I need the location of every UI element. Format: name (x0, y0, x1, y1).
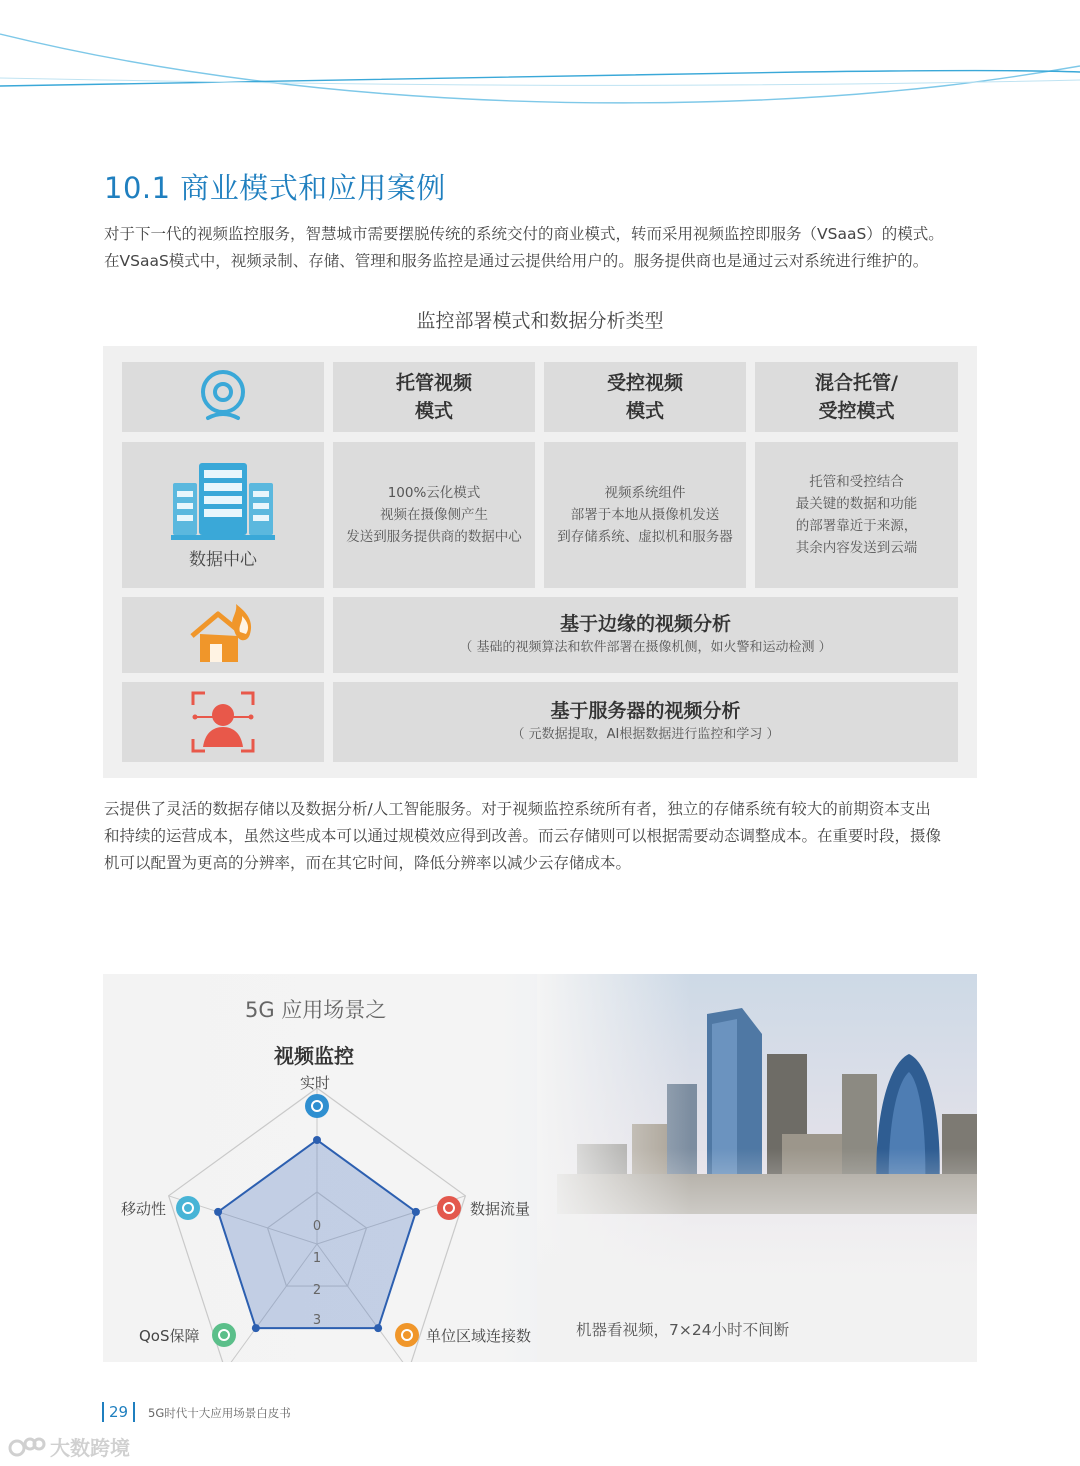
radar-point-1 (313, 1136, 321, 1144)
edge-analytics-cell (333, 597, 958, 673)
edge-analytics-subtitle: （ 基础的视频算法和软件部署在摄像机侧，如火警和运动检测 ） (459, 640, 832, 655)
list-icon (212, 1323, 236, 1347)
hosted-desc-line3: 发送到服务提供商的数据中心 (346, 529, 522, 545)
radar-point-4 (252, 1324, 260, 1332)
intro-paragraph (104, 221, 984, 275)
top-wave-decoration (0, 0, 1080, 120)
header-managed (544, 362, 746, 432)
hosted-description (333, 442, 535, 588)
server-analytics-title: 基于服务器的视频分析 (550, 700, 741, 722)
hosted-desc-line2: 视频在摄像侧产生 (380, 507, 488, 523)
managed-desc-line3: 到存储系统、虚拟机和服务器 (557, 529, 733, 545)
intro-line-2: 在VSaaS模式中，视频录制、存储、管理和服务监控是通过云提供给用户的。服务提供商也是通过云对系统进行维护的。 (104, 252, 929, 270)
managed-description (544, 442, 746, 588)
hybrid-desc-line1: 托管和受控结合 (809, 474, 904, 490)
move-icon (176, 1196, 200, 1220)
card-caption: 机器看视频，7×24小时不间断 (576, 1321, 790, 1339)
scenario-card (103, 974, 977, 1362)
camera-icon-cell (122, 362, 324, 432)
datacenter-label: 数据中心 (189, 549, 257, 570)
radar-chart (103, 974, 977, 1362)
network-icon (395, 1323, 419, 1347)
hybrid-description (755, 442, 958, 588)
header-hosted-line1: 托管视频 (395, 372, 472, 394)
section-title: 10.1 商业模式和应用案例 (104, 171, 446, 205)
cloud-line-2: 和持续的运营成本，虽然这些成本可以通过规模效应得到改善。而云存储则可以根据需要动态调整成本。在重要时段，摄像 (104, 827, 942, 845)
radar-scale-label-2: 2 (312, 1283, 322, 1298)
card-title: 视频监控 (274, 1044, 354, 1068)
cloud-line-1: 云提供了灵活的数据存储以及数据分析/人工智能服务。对于视频监控系统所有者，独立的存储系统有较大的前期资本支出 (104, 800, 931, 818)
header-hosted (333, 362, 535, 432)
intro-line-1: 对于下一代的视频监控服务，智慧城市需要摆脱传统的系统交付的商业模式，转而采用视频监控即服务（VSaaS）的模式。 (104, 225, 944, 243)
hybrid-desc-line3: 的部署靠近于来源， (795, 518, 918, 534)
server-analytics-cell (333, 682, 958, 762)
cloud-paragraph (104, 796, 984, 877)
camera-icon (198, 368, 248, 426)
cube-icon (437, 1196, 461, 1220)
axis-label-traffic: 数据流量 (470, 1200, 531, 1218)
watermark (8, 1432, 130, 1461)
radar-point-3 (374, 1324, 382, 1332)
face-scan-icon (189, 689, 257, 755)
page-number: 29 (102, 1402, 135, 1422)
face-scan-icon-cell (122, 682, 324, 762)
header-managed-line2: 模式 (625, 400, 664, 422)
hybrid-desc-line2: 最关键的数据和功能 (795, 496, 918, 512)
footer-title: 5G时代十大应用场景白皮书 (148, 1406, 291, 1420)
server-analytics-subtitle: （ 元数据提取，AI根据数据进行监控和学习 ） (511, 727, 780, 742)
radar-scale-label-1: 1 (312, 1251, 322, 1266)
figure-title: 监控部署模式和数据分析类型 (416, 310, 664, 332)
axis-label-realtime: 实时 (300, 1074, 331, 1092)
axis-label-mobility: 移动性 (121, 1200, 167, 1218)
radar-scale-label-0: 0 (312, 1219, 322, 1234)
header-hybrid (755, 362, 958, 432)
header-hybrid-line1: 混合托管/ (815, 372, 898, 394)
watermark-logo-icon (8, 1436, 46, 1458)
edge-analytics-title: 基于边缘的视频分析 (559, 613, 731, 635)
hosted-desc-line1: 100%云化模式 (387, 485, 481, 501)
managed-desc-line2: 部署于本地从摄像机发送 (570, 507, 720, 523)
clock-icon (305, 1094, 329, 1118)
header-hosted-line2: 模式 (414, 400, 453, 422)
house-fire-icon (188, 602, 258, 668)
radar-series-area (218, 1140, 416, 1328)
axis-label-connections: 单位区域连接数 (426, 1327, 532, 1345)
header-hybrid-line2: 受控模式 (818, 400, 895, 422)
radar-point-2 (412, 1208, 420, 1216)
radar-point-5 (214, 1208, 222, 1216)
watermark-text: 大数跨境 (50, 1436, 130, 1460)
axis-label-qos: QoS保障 (139, 1327, 200, 1345)
datacenter-cell (122, 442, 324, 588)
deployment-table (103, 346, 977, 778)
server-rack-icon (171, 461, 275, 541)
radar-scale-label-3: 3 (312, 1313, 322, 1328)
card-subtitle: 5G 应用场景之 (245, 998, 387, 1022)
cloud-line-3: 机可以配置为更高的分辨率，而在其它时间，降低分辨率以减少云存储成本。 (104, 854, 632, 872)
hybrid-desc-line4: 其余内容发送到云端 (795, 540, 918, 556)
managed-desc-line1: 视频系统组件 (604, 485, 686, 501)
header-managed-line1: 受控视频 (606, 372, 683, 394)
fire-house-icon-cell (122, 597, 324, 673)
